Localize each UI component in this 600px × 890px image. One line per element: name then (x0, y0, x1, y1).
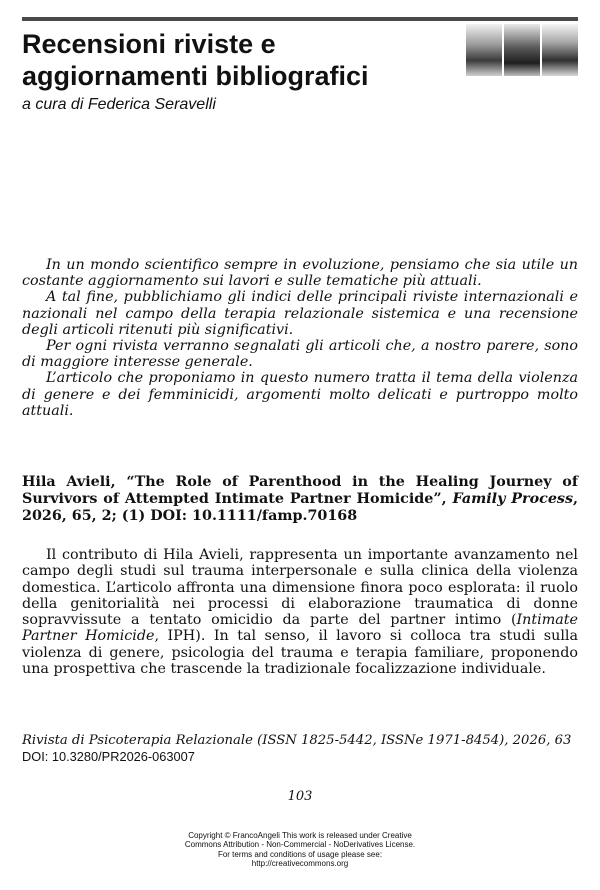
page-title (22, 28, 452, 92)
reference-journal: Family Process (452, 491, 574, 507)
copyright-link[interactable]: http://creativecommons.org (251, 858, 349, 868)
copyright-line: For terms and conditions of usage please see: (217, 849, 383, 859)
title-line-1: Recensioni riviste e (22, 29, 276, 59)
intro-paragraph: L’articolo che proponiamo in questo numero tratta il tema della violenza di genere e dei femminicidi, argomenti molto delicati e purtroppo molto attuali. (22, 370, 578, 419)
photo-panel (542, 24, 578, 76)
citation-doi: DOI: 10.3280/PR2026-063007 (22, 748, 195, 764)
photo-panel (466, 24, 502, 76)
page-number: 103 (287, 789, 313, 804)
editor-byline: a cura di Federica Seravelli (22, 96, 216, 113)
review-paragraph (22, 547, 578, 677)
review-body (22, 547, 578, 677)
review-text-2: , IPH). In tal senso, il lavoro si colloca tra studi sulla violenza di genere, psicologia del trauma e terapia familiare, proponendo una prospettiva che trascende la tradizionale focalizzazione individuale. (22, 628, 579, 678)
header-photo-strip (466, 24, 578, 76)
review-text-1: Il contributo di Hila Avieli, rappresenta un importante avanzamento nel campo degli studi sul trauma interpersonale e sulla clinica della violenza domestica. L’articolo affronta una dimensione finora poco esplorata: il ruolo della genitorialità nei processi di elaborazione traumatica di donne sopravvissute a tentato omicidio da parte del partner intimo ( (22, 547, 578, 629)
photo-panel (504, 24, 540, 76)
review-term: Intimate Partner Homicide (22, 612, 578, 645)
intro-paragraph: A tal fine, pubblichiamo gli indici delle principali riviste internazionali e nazionali nel campo della terapia relazionale sistemica e una recensione degli articoli ritenuti più significativi. (22, 289, 578, 338)
article-reference (22, 474, 578, 525)
reference-author-title: Hila Avieli, “The Role of Parenthood in the Healing Journey of Survivors of Attempted Intimate Partner Homicide”, (22, 474, 578, 507)
intro-paragraph: In un mondo scientifico sempre in evoluzione, pensiamo che sia utile un costante aggiornamento sui lavori e sulle tematiche più attuali. (22, 257, 578, 290)
citation-journal: Rivista di Psicoterapia Relazionale (ISSN 1825-5442, ISSNe 1971-8454), 2026, 63 (22, 733, 572, 748)
reference-details: , 2026, 65, 2; (1) DOI: 10.1111/famp.70168 (22, 491, 578, 524)
copyright-notice (0, 831, 600, 868)
copyright-line: Commons Attribution - Non-Commercial - NoDerivatives License. (184, 840, 416, 850)
intro-paragraph: Per ogni rivista verranno segnalati gli articoli che, a nostro parere, sono di maggiore interesse generale. (22, 338, 578, 371)
header-rule (22, 17, 578, 21)
citation-block (22, 733, 578, 764)
title-line-2: aggiornamenti bibliografici (22, 61, 369, 91)
copyright-line: Copyright © FrancoAngeli This work is released under Creative (188, 831, 412, 840)
intro-section (22, 257, 578, 419)
